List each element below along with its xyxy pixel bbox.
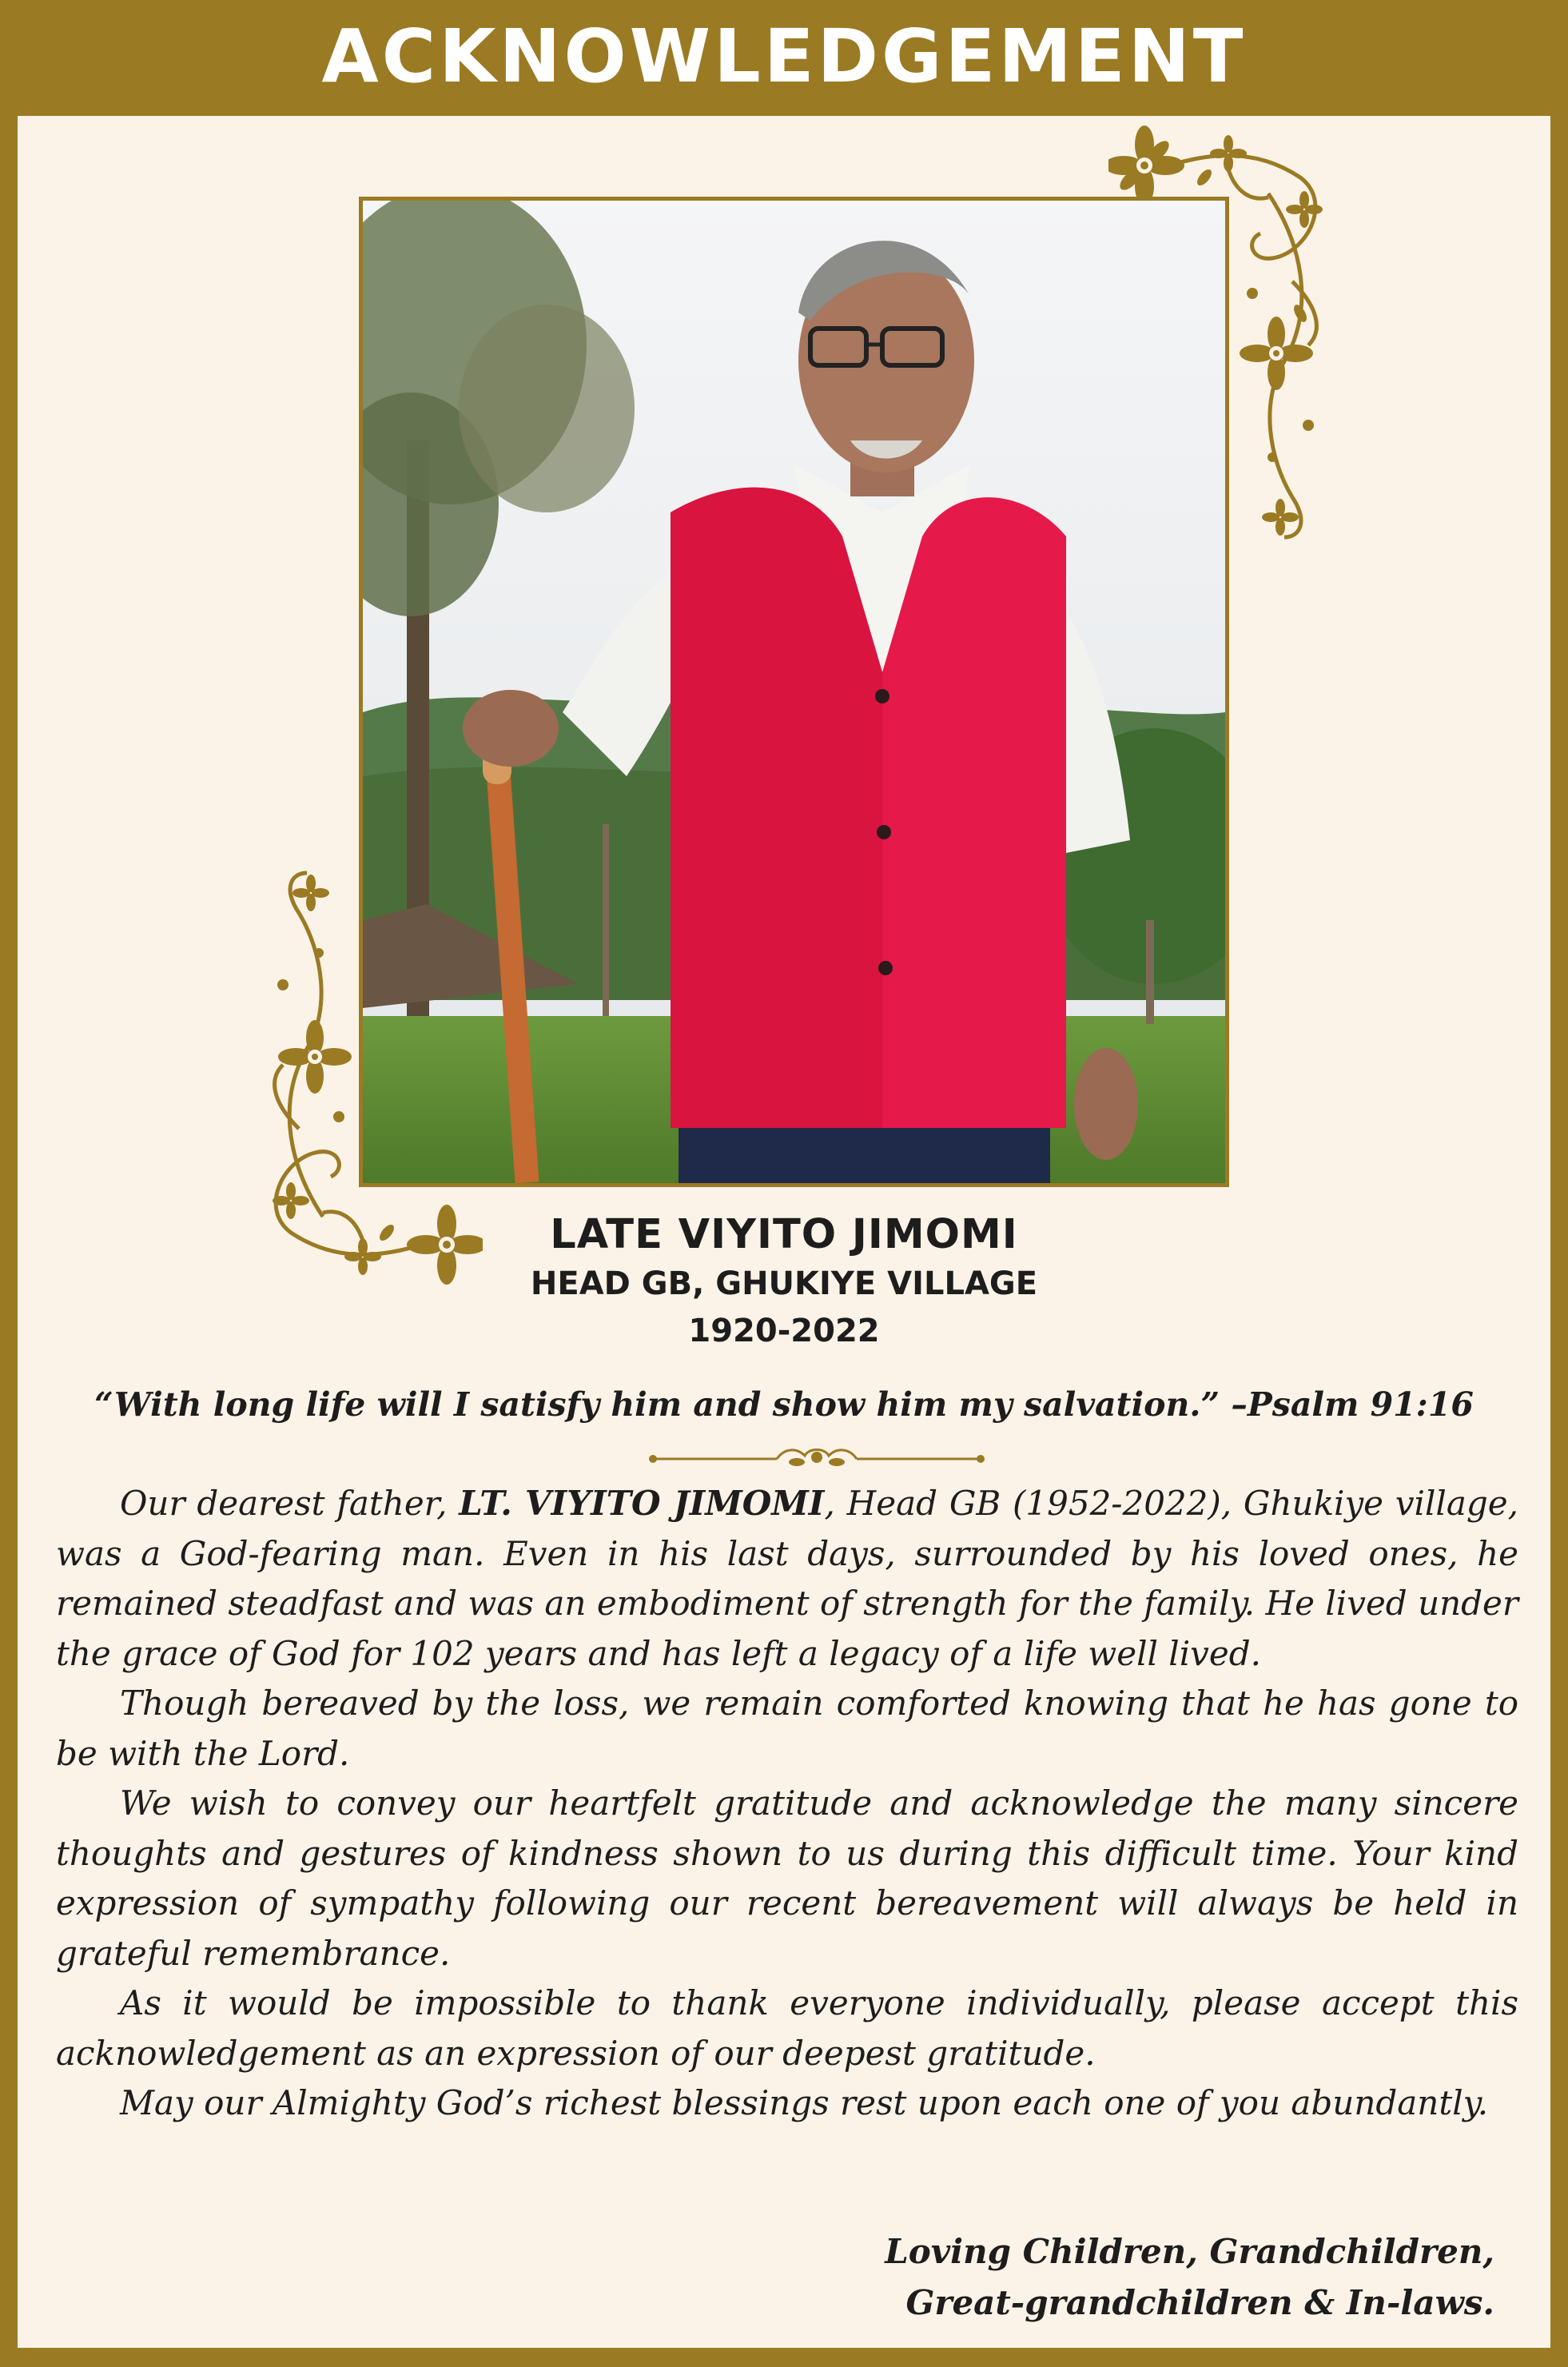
signoff — [885, 2226, 1494, 2329]
paragraph-1-intro: Our dearest father, — [120, 1484, 460, 1523]
paragraph-3: We wish to convey our heartfelt gratitude and acknowledge the many sincere thoughts and gestures of kindness shown to us during this difficult time. Your kind expression of sympathy following our recent bereavement will always be held in grateful remembrance. — [56, 1783, 1518, 1973]
ornamental-divider — [645, 1445, 989, 1470]
page-title: ACKNOWLEDGEMENT — [321, 13, 1247, 99]
paragraph-2: Though bereaved by the loss, we remain comforted knowing that he has gone to be with the Lord. — [56, 1684, 1518, 1773]
portrait-photo — [359, 197, 1229, 1187]
paragraph-5: May our Almighty God’s richest blessings rest upon each one of you abundantly. — [120, 2083, 1489, 2122]
acknowledgement-body — [56, 1479, 1518, 2129]
header-bar — [0, 0, 1568, 112]
deceased-years: 1920-2022 — [688, 1313, 880, 1349]
notice-panel — [18, 116, 1550, 2348]
portrait-illustration — [363, 201, 1225, 1183]
scripture-verse: “With long life will I satisfy him and show him my salvation.” –Psalm 91:16 — [94, 1385, 1474, 1424]
paragraph-1-rest: , Head GB (1952-2022), Ghukiye village, was a God-fearing man. Even in his last days, surrounded by his loved ones, he remained steadfast and was an embodiment of strength for the family. He lived under the grace of God for 102 years and has left a legacy of a life well lived. — [56, 1484, 1518, 1673]
paragraph-1-name: LT. VIYITO JIMOMI — [459, 1484, 825, 1523]
signoff-line-2: Great-grandchildren & In-laws. — [905, 2283, 1494, 2322]
paragraph-1 — [56, 1479, 1518, 1679]
signoff-line-1: Loving Children, Grandchildren, — [885, 2232, 1494, 2271]
paragraph-4: As it would be impossible to thank everyone individually, please accept this acknowledgement as an expression of our deepest gratitude. — [56, 1983, 1518, 2073]
deceased-name: LATE VIYITO JIMOMI — [550, 1211, 1018, 1258]
deceased-title: HEAD GB, GHUKIYE VILLAGE — [530, 1265, 1038, 1302]
